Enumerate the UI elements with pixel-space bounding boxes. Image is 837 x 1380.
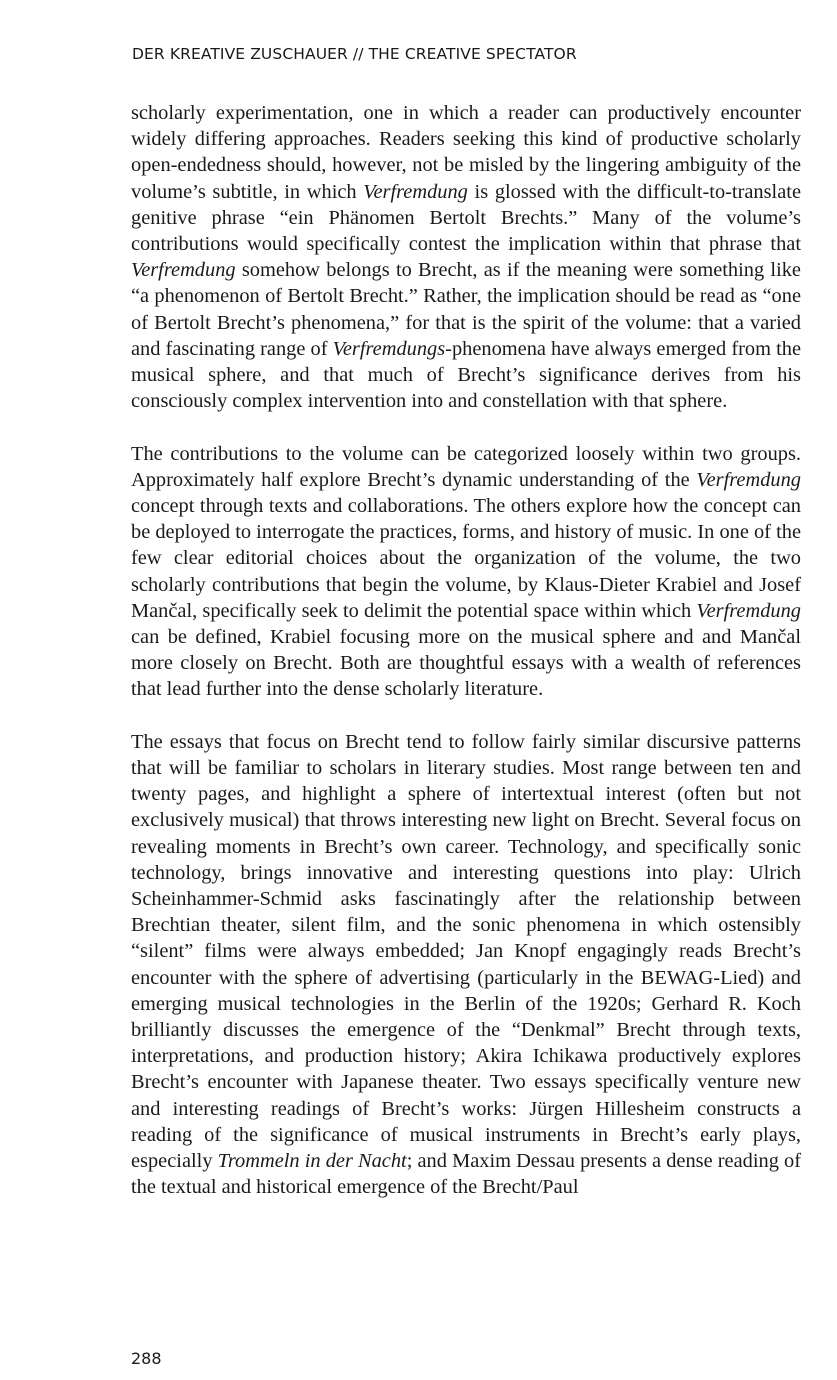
paragraph-1	[131, 100, 801, 414]
italic-term: Verfremdung	[131, 259, 236, 282]
text-run: phenomena have always emerged from the musical sphere, and that much of Brecht’s significance derives from his consciously complex intervention into and constellation with that sphere.	[131, 337, 802, 413]
text-run: scholarly experimentation, one in which a reader can productively encounter widely differing approaches. Readers seeking this kind of productive scholarly open-endedness should, however, not be misled by the lingering ambiguity of the volume’s subtitle, in which	[131, 102, 801, 203]
running-head: DER KREATIVE ZUSCHAUER // THE CREATIVE SPECTATOR	[132, 45, 577, 63]
page-number: 288	[131, 1349, 162, 1368]
text-run: can be defined, Krabiel focusing more on the musical sphere and and Mančal more closely on Brecht. Both are thoughtful essays with a wealth of references that lead further into the dense scholarly literature.	[131, 626, 801, 701]
text-run: is glossed with the difficult-to-translate genitive phrase “ein Phänomen Bertolt Brechts.” Many of the volume’s contributions would specifically contest the implication within that phrase that	[131, 180, 801, 256]
paragraph-2	[131, 441, 801, 703]
text-run: concept through texts and collaborations. The others explore how the concept can be deployed to interrogate the practices, forms, and history of music. In one of the few clear editorial choices about the organization of the volume, the two scholarly contributions that begin the volume, by Klaus-Dieter Krabiel and Josef Mančal, specifically seek to delimit the potential space within which	[131, 495, 801, 622]
text-run: The essays that focus on Brecht tend to follow fairly similar discursive patterns that will be familiar to scholars in literary studies. Most range between ten and twenty pages, and highlight a sphere of intertextual interest (often but not exclusively musical) that throws interesting new light on Brecht. Several focus on revealing moments in Brecht’s own career. Technology, and specifically sonic technology, brings innovative and interesting questions into play: Ulrich Scheinhammer-Schmid asks fascinatingly after the relationship between Brechtian theater, silent film, and the sonic phenomena in which ostensibly “silent” films were always embedded; Jan Knopf engagingly reads Brecht’s encounter with the sphere of advertising (particularly in the BEWAG-Lied) and emerging musical technologies in the Berlin of the 1920s; Gerhard R. Koch brilliantly discusses the emergence of the “Denkmal” Brecht through texts, interpretations, and production history; Akira Ichikawa productively explores Brecht’s encounter with Japanese theater. Two essays specifically venture new and interesting readings of Brecht’s works: Jürgen Hillesheim constructs a reading of the significance of musical instruments in Brecht’s early plays, especially	[131, 730, 801, 1173]
body-text	[131, 100, 801, 1227]
text-run: ; and Maxim Dessau presents a dense reading of the textual and historical emergence of the Brecht/Paul	[131, 1150, 801, 1199]
italic-term: Verfremdung	[696, 599, 801, 622]
italic-title: Trommeln in der Nacht	[217, 1150, 407, 1173]
paragraph-3	[131, 729, 801, 1201]
text-run: somehow belongs to Brecht, as if the meaning were something like “a phenomenon of Bertolt Brecht.” Rather, the implication should be read as “one of Bertolt Brecht’s phenomena,” for that is the spirit of the volume: that a varied and fascinating range of	[131, 259, 801, 360]
italic-term: Verfremdungs-	[332, 337, 452, 360]
text-run: The contributions to the volume can be categorized loosely within two groups. Approximately half explore Brecht’s dynamic understanding of the	[131, 442, 801, 491]
italic-term: Verfremdung	[696, 468, 801, 491]
italic-term: Verfremdung	[363, 180, 468, 203]
